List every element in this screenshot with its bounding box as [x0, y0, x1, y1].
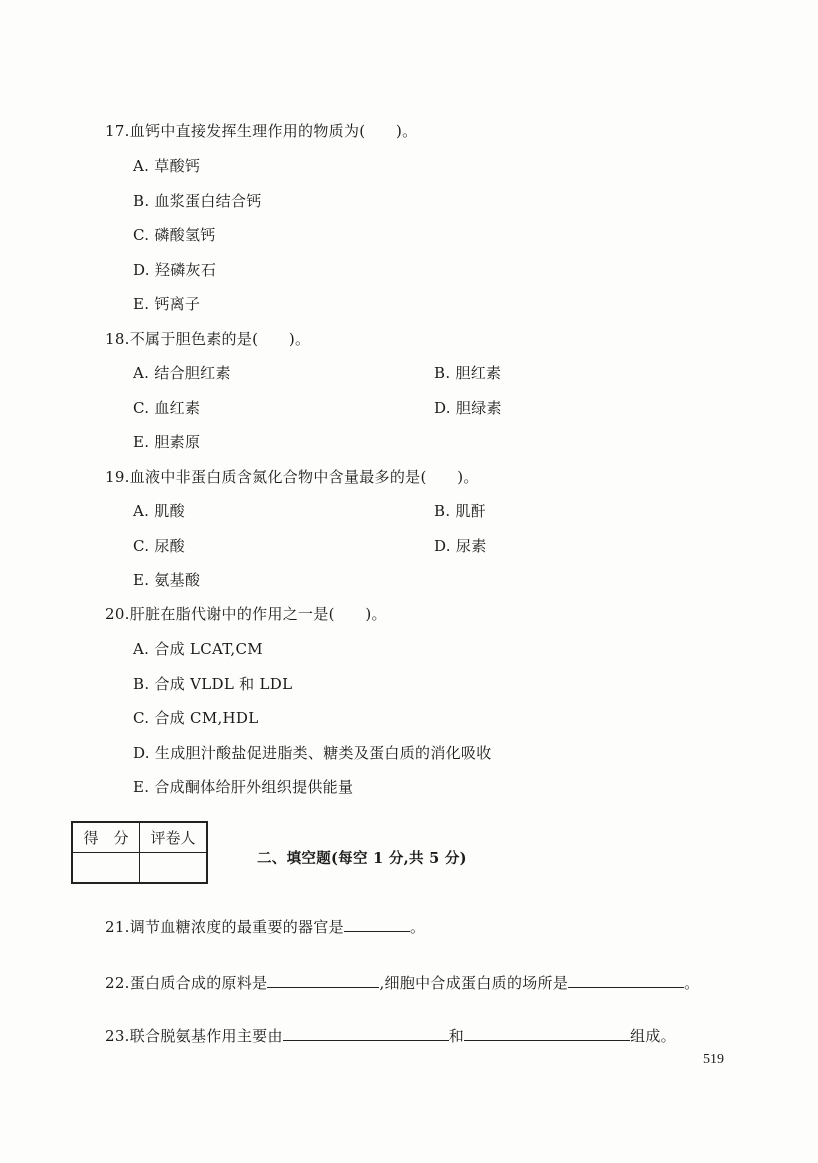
question-20-option-a: A. 合成 LCAT,CM [133, 640, 263, 658]
question-19-stem: 19.血液中非蛋白质含氮化合物中含量最多的是( )。 [105, 468, 479, 486]
question-21 [105, 916, 425, 937]
question-20-option-c: C. 合成 CM,HDL [133, 709, 259, 727]
question-18-option-e: E. 胆素原 [133, 433, 201, 451]
question-17-stem: 17.血钙中直接发挥生理作用的物质为( )。 [105, 122, 418, 140]
question-18-option-c: C. 血红素 [133, 399, 201, 417]
question-23 [105, 1025, 676, 1046]
question-22-blank-2[interactable] [568, 973, 684, 988]
question-23-text-2: 和 [448, 1027, 465, 1045]
question-20-option-e: E. 合成酮体给肝外组织提供能量 [133, 778, 354, 796]
question-22-end: 。 [684, 974, 700, 992]
question-17-option-d: D. 羟磷灰石 [133, 261, 217, 279]
grader-header: 评卷人 [140, 822, 208, 853]
question-17-option-e: E. 钙离子 [133, 295, 201, 313]
question-22-blank-1[interactable] [267, 973, 379, 988]
question-20-option-b: B. 合成 VLDL 和 LDL [133, 675, 293, 693]
question-22-text-2: ,细胞中合成蛋白质的场所是 [379, 974, 569, 992]
score-cell[interactable] [72, 853, 140, 884]
page-number: 519 [703, 1052, 724, 1067]
question-19-option-d: D. 尿素 [434, 537, 487, 555]
question-18-option-a: A. 结合胆红素 [133, 364, 231, 382]
question-21-blank[interactable] [344, 917, 410, 932]
question-21-text: 21.调节血糖浓度的最重要的器官是 [105, 918, 344, 936]
grader-cell[interactable] [140, 853, 208, 884]
score-header: 得 分 [72, 822, 140, 853]
question-23-blank-1[interactable] [283, 1026, 449, 1041]
question-23-end: 组成。 [630, 1027, 676, 1045]
score-table [71, 821, 208, 884]
question-17-option-b: B. 血浆蛋白结合钙 [133, 192, 262, 210]
question-23-text: 23.联合脱氨基作用主要由 [105, 1027, 283, 1045]
question-23-blank-2[interactable] [464, 1026, 630, 1041]
section-2-title: 二、填空题(每空 1 分,共 5 分) [257, 850, 467, 867]
question-20-stem: 20.肝脏在脂代谢中的作用之一是( )。 [105, 605, 387, 623]
question-20-option-d: D. 生成胆汁酸盐促进脂类、糖类及蛋白质的消化吸收 [133, 744, 492, 762]
question-17-option-c: C. 磷酸氢钙 [133, 226, 216, 244]
question-18-option-d: D. 胆绿素 [434, 399, 502, 417]
question-19-option-a: A. 肌酸 [133, 502, 185, 520]
question-19-option-c: C. 尿酸 [133, 537, 185, 555]
question-18-option-b: B. 胆红素 [434, 364, 502, 382]
question-17-option-a: A. 草酸钙 [133, 157, 201, 175]
question-22 [105, 972, 699, 993]
question-21-end: 。 [409, 918, 426, 936]
question-19-option-e: E. 氨基酸 [133, 571, 201, 589]
question-19-option-b: B. 肌酐 [434, 502, 487, 520]
question-18-stem: 18.不属于胆色素的是( )。 [105, 330, 311, 348]
question-22-text: 22.蛋白质合成的原料是 [105, 974, 268, 992]
